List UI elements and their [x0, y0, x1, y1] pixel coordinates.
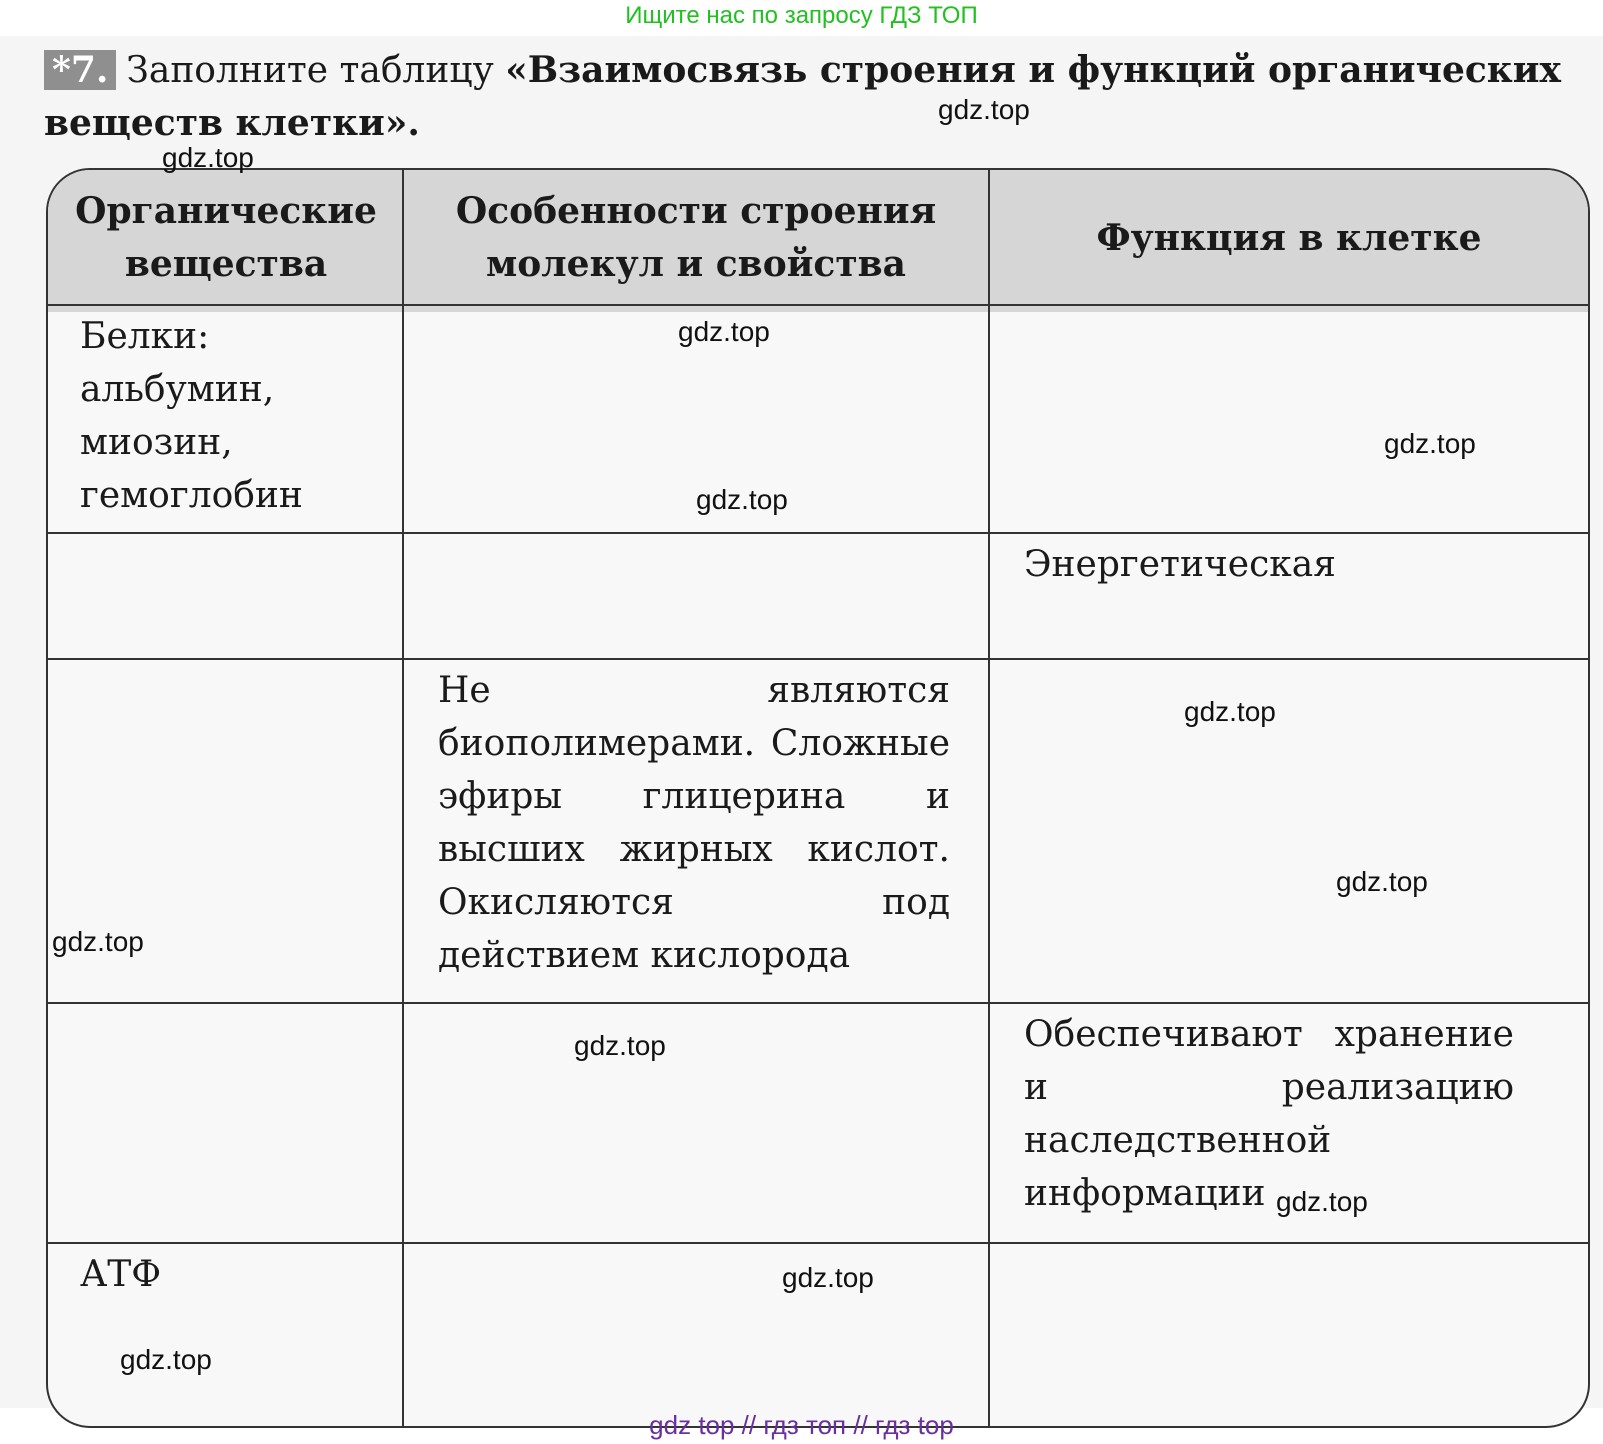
watermark: gdz.top	[1184, 696, 1276, 727]
task-number: *7.	[44, 50, 116, 90]
row-divider	[48, 658, 1588, 660]
row-divider	[48, 532, 1588, 534]
watermark: gdz.top	[678, 316, 770, 347]
row-divider	[48, 1242, 1588, 1244]
column-divider	[402, 170, 404, 1426]
header-substances: Органические вещества	[75, 190, 377, 285]
task-title: «Взаимосвязь строения и функций органических веществ клетки».	[44, 49, 1561, 144]
watermark: gdz.top	[938, 94, 1030, 125]
header-structure: Особенности строения молекул и свойства	[455, 190, 937, 285]
watermark: gdz.top	[1384, 428, 1476, 459]
cell-function-row2: Энергетическая	[1024, 544, 1336, 585]
task-intro: Заполните таблицу	[126, 50, 506, 91]
watermark: gdz.top	[574, 1030, 666, 1061]
row-divider	[48, 304, 1588, 306]
watermark: gdz.top	[120, 1344, 212, 1375]
cell-function-row4: Обеспечивают хранение и реализацию наследственной информации	[1024, 1014, 1514, 1214]
watermark: gdz.top	[1336, 866, 1428, 897]
watermark: gdz.top	[52, 926, 144, 957]
cell-structure-row3: Не являются биополимерами. Сложные эфиры глицерина и высших жирных кислот. Окисляются под действием кислорода	[438, 670, 950, 976]
cell-substance-row5: АТФ	[80, 1254, 162, 1295]
watermark: gdz.top	[1276, 1186, 1368, 1217]
watermark: gdz.top	[782, 1262, 874, 1293]
substances-table	[46, 168, 1590, 1428]
cell-substance-row1: Белки: альбумин, миозин, гемоглобин	[80, 316, 303, 516]
footer-watermark: gdz top // гдз топ // гдз top	[649, 1410, 954, 1440]
task-header	[44, 44, 1574, 150]
header-function: Функция в клетке	[1096, 216, 1482, 259]
column-divider	[988, 170, 990, 1426]
watermark: gdz.top	[696, 484, 788, 515]
watermark: gdz.top	[162, 142, 254, 173]
row-divider	[48, 1002, 1588, 1004]
top-banner: Ищите нас по запросу ГДЗ ТОП	[625, 2, 978, 29]
